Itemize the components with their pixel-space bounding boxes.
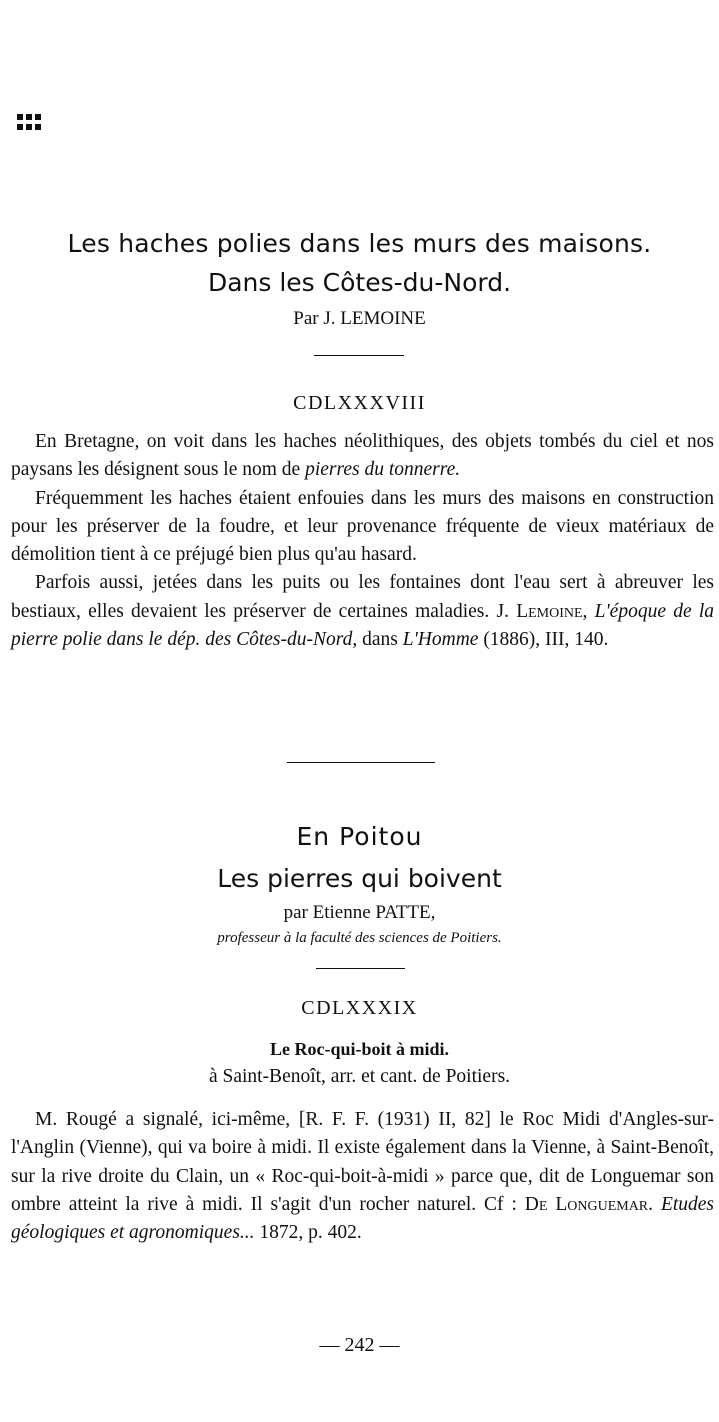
article2-title-line2: Les pierres qui boivent xyxy=(217,864,502,893)
article1-byline: Par J. LEMOINE xyxy=(293,308,426,329)
divider xyxy=(314,355,404,356)
section-divider xyxy=(287,762,435,763)
article1-body xyxy=(11,428,714,654)
article2-title-line1: En Poitou xyxy=(296,822,423,851)
article2-body xyxy=(11,1106,714,1247)
article1-paragraph-3: Parfois aussi, jetées dans les puits ou les fontaines dont l'eau sert à abreuver les bestiaux, elles devaient les préserver de certaines maladies. J. Lemoine, L'époque de la pierre polie dans le dép. des Côtes-du-Nord, dans L'Homme (1886), III, 140. xyxy=(11,572,714,651)
divider xyxy=(316,968,405,969)
article1-title-line2: Dans les Côtes-du-Nord. xyxy=(207,268,512,297)
article2-location: à Saint-Benoît, arr. et cant. de Poitiers. xyxy=(208,1066,511,1087)
article1-paragraph-2: Fréquemment les haches étaient enfouies dans les murs des maisons en construction pour les préserver de la foudre, et leur provenance fréquente de vieux matériaux de démolition tient à ce préjugé bien plus qu'au hasard. xyxy=(11,487,714,566)
ornament-dots-icon xyxy=(17,114,47,132)
article2-subtitle: Le Roc-qui-boit à midi. xyxy=(269,1039,449,1059)
article2-byline: par Etienne PATTE, xyxy=(283,902,436,923)
article2-numeral: CDLXXXIX xyxy=(301,997,418,1019)
article1-paragraph-1: En Bretagne, on voit dans les haches néolithiques, des objets tombés du ciel et nos paysans les désignent sous le nom de pierres du tonnerre. xyxy=(11,431,714,481)
article1-numeral: CDLXXXVIII xyxy=(293,392,426,414)
article1-title-line1: Les haches polies dans les murs des maisons. xyxy=(67,229,652,258)
article2-paragraph-1: M. Rougé a signalé, ici-même, [R. F. F. (1931) II, 82] le Roc Midi d'Angles-sur-l'Anglin (Vienne), qui va boire à midi. Il existe également dans la Vienne, à Saint-Benoît, sur la rive droite du Clain, un « Roc-qui-boit-à-midi » parce que, dit de Longuemar son ombre atteint la rive à midi. Il s'agit d'un rocher naturel. Cf : De Longuemar. Etudes géologiques et agronomiques... 1872, p. 402. xyxy=(11,1109,715,1244)
article2-affiliation: professeur à la faculté des sciences de Poitiers. xyxy=(217,930,502,946)
page-number: — 242 — xyxy=(319,1334,400,1356)
